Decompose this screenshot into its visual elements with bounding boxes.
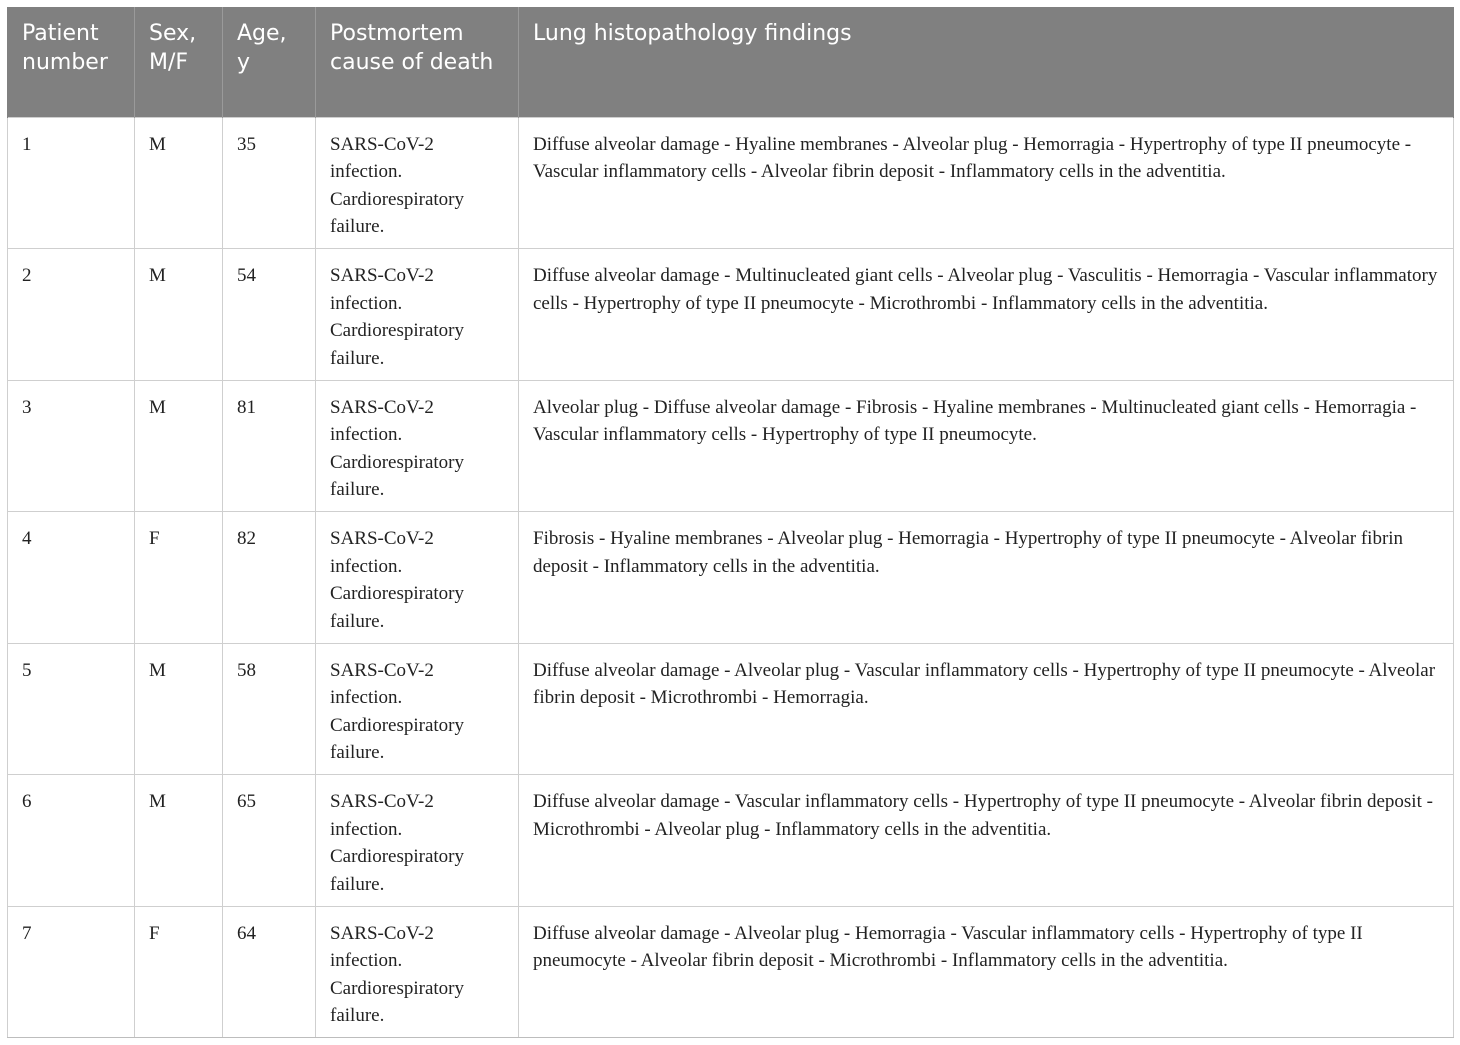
table-header — [8, 7, 1454, 117]
cell-age: 58 — [223, 643, 316, 775]
table-row — [8, 380, 1454, 512]
table-row — [8, 249, 1454, 381]
cell-lung-findings: Diffuse alveolar damage - Vascular inflammatory cells - Hypertrophy of type II pneumocyte - Alveolar fibrin deposit - Microthrombi - Alveolar plug - Inflammatory cells in the adventitia. — [519, 775, 1454, 907]
cell-sex: M — [135, 249, 223, 381]
table-row — [8, 775, 1454, 907]
cell-lung-findings: Diffuse alveolar damage - Multinucleated giant cells - Alveolar plug - Vasculitis - Hemorragia - Vascular inflammatory cells - Hypertrophy of type II pneumocyte - Microthrombi - Inflammatory cells in the adventitia. — [519, 249, 1454, 381]
cell-sex: M — [135, 643, 223, 775]
patients-table — [7, 7, 1454, 1038]
header-patient-number: Patient number — [8, 7, 135, 117]
cell-sex: M — [135, 775, 223, 907]
table-row — [8, 906, 1454, 1038]
cell-cause-of-death: SARS-CoV-2 infection. Cardiorespiratory failure. — [316, 380, 519, 512]
cell-lung-findings: Diffuse alveolar damage - Alveolar plug - Hemorragia - Vascular inflammatory cells - Hypertrophy of type II pneumocyte - Alveolar fibrin deposit - Microthrombi - Inflammatory cells in the adventitia. — [519, 906, 1454, 1038]
cell-age: 64 — [223, 906, 316, 1038]
table-row — [8, 512, 1454, 644]
cell-sex: F — [135, 906, 223, 1038]
cell-cause-of-death: SARS-CoV-2 infection. Cardiorespiratory failure. — [316, 775, 519, 907]
cell-sex: M — [135, 380, 223, 512]
cell-sex: F — [135, 512, 223, 644]
cell-age: 54 — [223, 249, 316, 381]
table-row — [8, 117, 1454, 249]
cell-age: 65 — [223, 775, 316, 907]
header-row — [8, 7, 1454, 117]
cell-lung-findings: Diffuse alveolar damage - Alveolar plug - Vascular inflammatory cells - Hypertrophy of type II pneumocyte - Alveolar fibrin deposit - Microthrombi - Hemorragia. — [519, 643, 1454, 775]
table-row — [8, 643, 1454, 775]
table-body — [8, 117, 1454, 1038]
cell-patient-number: 6 — [8, 775, 135, 907]
cell-age: 81 — [223, 380, 316, 512]
cell-age: 35 — [223, 117, 316, 249]
cell-patient-number: 3 — [8, 380, 135, 512]
header-cause-of-death: Postmortem cause of death — [316, 7, 519, 117]
cell-age: 82 — [223, 512, 316, 644]
cell-cause-of-death: SARS-CoV-2 infection. Cardiorespiratory failure. — [316, 906, 519, 1038]
cell-cause-of-death: SARS-CoV-2 infection. Cardiorespiratory failure. — [316, 249, 519, 381]
cell-lung-findings: Diffuse alveolar damage - Hyaline membranes - Alveolar plug - Hemorragia - Hypertrophy of type II pneumocyte - Vascular inflammatory cells - Alveolar fibrin deposit - Inflammatory cells in the adventitia. — [519, 117, 1454, 249]
cell-cause-of-death: SARS-CoV-2 infection. Cardiorespiratory failure. — [316, 117, 519, 249]
cell-patient-number: 1 — [8, 117, 135, 249]
cell-cause-of-death: SARS-CoV-2 infection. Cardiorespiratory failure. — [316, 512, 519, 644]
cell-lung-findings: Alveolar plug - Diffuse alveolar damage - Fibrosis - Hyaline membranes - Multinucleated giant cells - Hemorragia - Vascular inflammatory cells - Hypertrophy of type II pneumocyte. — [519, 380, 1454, 512]
cell-patient-number: 2 — [8, 249, 135, 381]
header-sex: Sex, M/F — [135, 7, 223, 117]
cell-cause-of-death: SARS-CoV-2 infection. Cardiorespiratory failure. — [316, 643, 519, 775]
cell-lung-findings: Fibrosis - Hyaline membranes - Alveolar plug - Hemorragia - Hypertrophy of type II pneumocyte - Alveolar fibrin deposit - Inflammatory cells in the adventitia. — [519, 512, 1454, 644]
cell-patient-number: 4 — [8, 512, 135, 644]
header-lung-findings: Lung histopathology findings — [519, 7, 1454, 117]
header-age: Age, y — [223, 7, 316, 117]
cell-sex: M — [135, 117, 223, 249]
cell-patient-number: 7 — [8, 906, 135, 1038]
cell-patient-number: 5 — [8, 643, 135, 775]
